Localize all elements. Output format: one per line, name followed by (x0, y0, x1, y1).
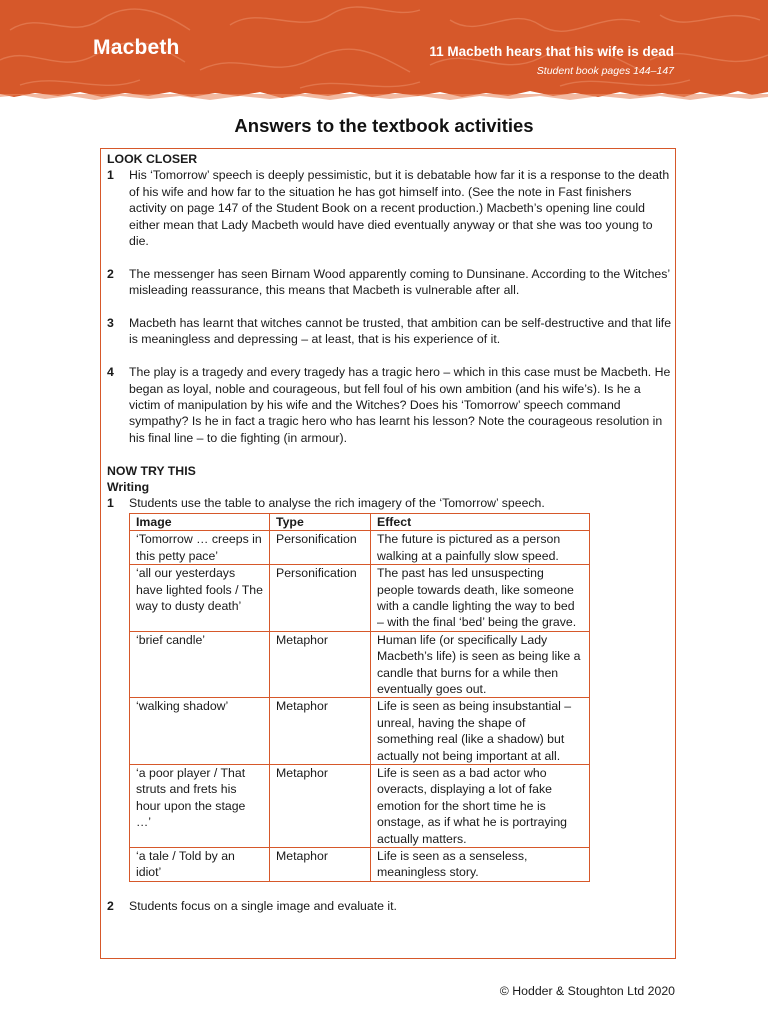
image-cell: ‘Tomorrow … creeps in this petty pace’ (130, 531, 270, 565)
item-number: 1 (107, 496, 114, 511)
list-item (107, 364, 672, 446)
copyright-footer: © Hodder & Stoughton Ltd 2020 (499, 984, 675, 998)
header-banner (0, 0, 768, 106)
list-item (107, 266, 672, 299)
student-book-pages: Student book pages 144–147 (536, 65, 674, 77)
item-number: 2 (107, 899, 114, 914)
type-cell: Metaphor (270, 848, 371, 882)
item-number: 1 (107, 168, 114, 183)
item-number: 2 (107, 266, 114, 281)
effect-cell: The past has led unsuspecting people towards death, like someone with a candle lighting the way to bed – with the final ‘bed’ being the grave. (371, 565, 590, 632)
page-title: Answers to the textbook activities (234, 115, 534, 136)
item-text: His ‘Tomorrow’ speech is deeply pessimistic, but it is debatable how far it is a response to the death of his wife and how far to the situation he has got himself into. (See the note in Fast finishers activity on page 147 of the Student Book on a recent production.) Macbeth’s opening line could either mean that Lady Macbeth would have died eventually anyway or that she was too young to die. (129, 168, 670, 249)
item-text: Students focus on a single image and evaluate it. (129, 899, 397, 914)
table-row (130, 631, 590, 698)
effect-cell: Human life (or specifically Lady Macbeth’s life) is seen as being like a candle that burns for a while then eventually goes out. (371, 631, 590, 698)
column-header: Image (130, 513, 270, 530)
type-cell: Metaphor (270, 631, 371, 698)
effect-cell: The future is pictured as a person walking at a painfully slow speed. (371, 531, 590, 565)
look-closer-heading: LOOK CLOSER (107, 152, 198, 166)
now-try-heading: NOW TRY THIS (107, 463, 196, 478)
brand-title: Macbeth (93, 36, 180, 59)
image-cell: ‘all our yesterdays have lighted fools / The way to dusty death’ (130, 565, 270, 632)
list-item (107, 167, 672, 249)
item-text: The messenger has seen Birnam Wood apparently coming to Dunsinane. According to the Witches’ misleading reassurance, this means that Macbeth is vulnerable after all. (129, 266, 670, 298)
writing-subheading: Writing (107, 480, 150, 495)
image-cell: ‘brief candle’ (130, 631, 270, 698)
item-number: 4 (107, 365, 114, 380)
item-text: Students use the table to analyse the rich imagery of the ‘Tomorrow’ speech. (129, 496, 545, 511)
table-row (130, 764, 590, 847)
list-item (107, 898, 672, 914)
table-row (130, 531, 590, 565)
imagery-table (129, 513, 590, 882)
table-row (130, 698, 590, 765)
type-cell: Personification (270, 565, 371, 632)
type-cell: Personification (270, 531, 371, 565)
effect-cell: Life is seen as being insubstantial – unreal, having the shape of something real (like a shadow) but actually not being important at all. (371, 698, 590, 765)
list-item (107, 315, 672, 348)
list-item (107, 495, 672, 511)
column-header: Effect (371, 513, 590, 530)
effect-cell: Life is seen as a bad actor who overacts, displaying a lot of fake emotion for the short time he is onstage, as if what he is portraying actually matters. (371, 764, 590, 847)
table-header-row (130, 513, 590, 530)
image-cell: ‘a poor player / That struts and frets his hour upon the stage …’ (130, 764, 270, 847)
table-row (130, 565, 590, 632)
type-cell: Metaphor (270, 764, 371, 847)
effect-cell: Life is seen as a senseless, meaningless story. (371, 848, 590, 882)
type-cell: Metaphor (270, 698, 371, 765)
item-text: Macbeth has learnt that witches cannot be trusted, that ambition can be self-destructive and that life is meaningless and depressing – at least, that is his experience of it. (129, 316, 672, 347)
image-cell: ‘walking shadow’ (130, 698, 270, 765)
image-cell: ‘a tale / Told by an idiot’ (130, 848, 270, 882)
table-row (130, 848, 590, 882)
chapter-title: 11 Macbeth hears that his wife is dead (429, 44, 674, 59)
column-header: Type (270, 513, 371, 530)
item-number: 3 (107, 316, 114, 331)
answers-content (107, 151, 672, 915)
item-text: The play is a tragedy and every tragedy has a tragic hero – which in this case must be Macbeth. He began as loyal, noble and courageous, but fell foul of his own ambition (and his wife’s). Is he a victim of manipulation by his wife and the Witches? Does his ‘Tomorrow’ speech command sympathy? Is he in fact a tragic hero who has learnt his lesson? Note the courageous resolution in his final line – to die fighting (in armour). (129, 365, 671, 445)
